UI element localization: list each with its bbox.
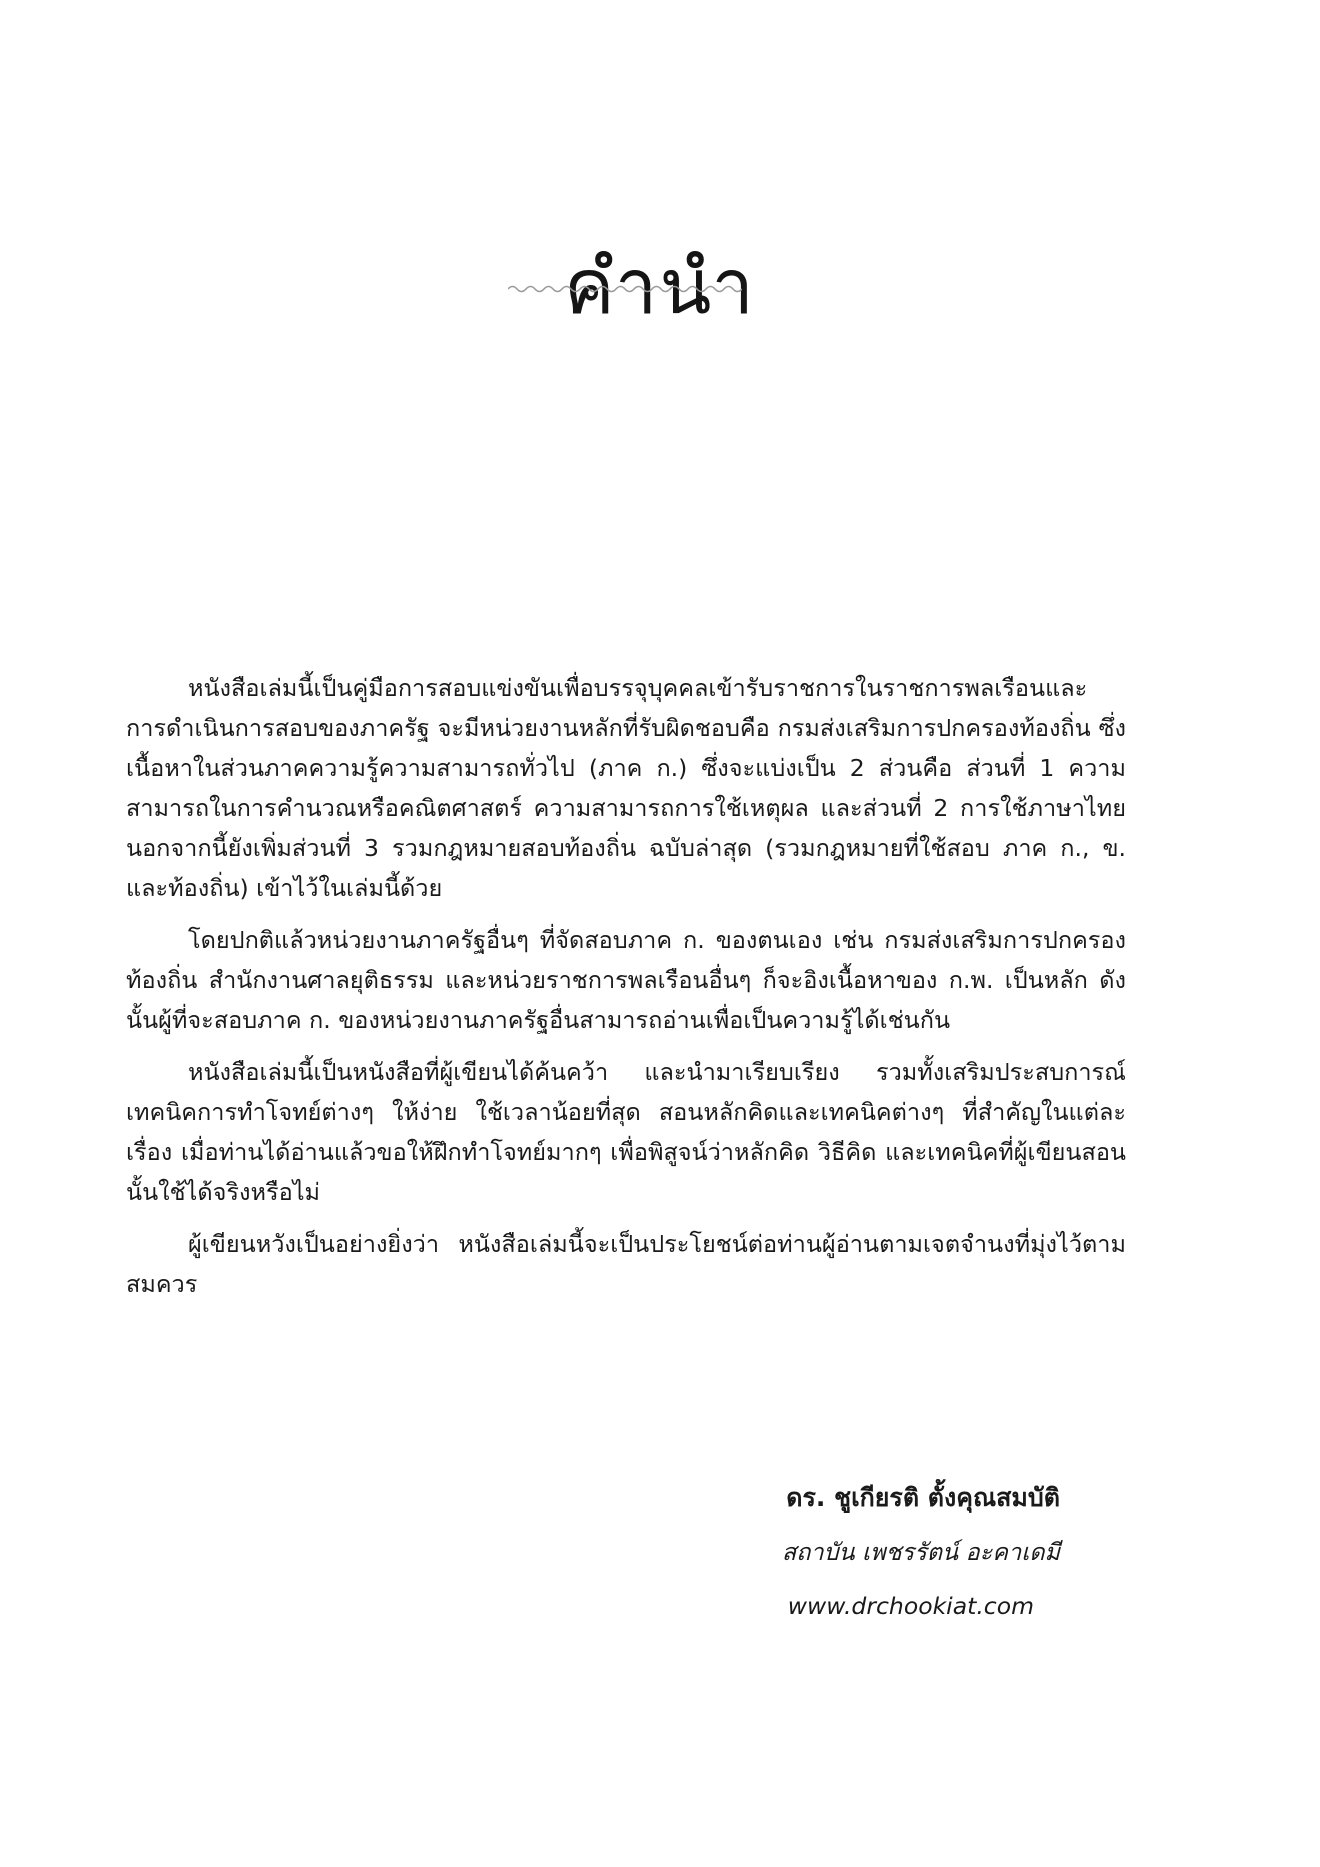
author-name: ดร. ชูเกียรติ ตั้งคุณสมบัติ [786, 1483, 1060, 1512]
paragraph-1: หนังสือเล่มนี้เป็นคู่มือการสอบแข่งขันเพื่อบรรจุบุคคลเข้ารับราชการในราชการพลเรือนและการดำเนินการสอบของภาครัฐ จะมีหน่วยงานหลักที่รับผิดชอบคือ กรมส่งเสริมการปกครองท้องถิ่น ซึ่งเนื้อหาในส่วนภาคความรู้ความสามารถทั่วไป (ภาค ก.) ซึ่งจะแบ่งเป็น 2 ส่วนคือ ส่วนที่ 1 ความสามารถในการคำนวณหรือคณิตศาสตร์ ความสามารถการใช้เหตุผล และส่วนที่ 2 การใช้ภาษาไทย นอกจากนี้ยังเพิ่มส่วนที่ 3 รวมกฎหมายสอบท้องถิ่น ฉบับล่าสุด (รวมกฎหมายที่ใช้สอบ ภาค ก., ข. และท้องถิ่น) เข้าไว้ในเล่มนี้ด้วย [126, 674, 1126, 902]
paragraph-2: โดยปกติแล้วหน่วยงานภาครัฐอื่นๆ ที่จัดสอบภาค ก. ของตนเอง เช่น กรมส่งเสริมการปกครองท้องถิ่น สำนักงานศาลยุติธรรม และหน่วยราชการพลเรือนอื่นๆ ก็จะอิงเนื้อหาของ ก.พ. เป็นหลัก ดังนั้นผู้ที่จะสอบภาค ก. ของหน่วยงานภาครัฐอื่นสามารถอ่านเพื่อเป็นความรู้ได้เช่นกัน [126, 926, 1126, 1034]
paragraph-3: หนังสือเล่มนี้เป็นหนังสือที่ผู้เขียนได้ค้นคว้า และนำมาเรียบเรียง รวมทั้งเสริมประสบการณ์เทคนิคการทำโจทย์ต่างๆ ให้ง่าย ใช้เวลาน้อยที่สุด สอนหลักคิดและเทคนิคต่างๆ ที่สำคัญในแต่ละเรื่อง เมื่อท่านได้อ่านแล้วขอให้ฝึกทำโจทย์มากๆ เพื่อพิสูจน์ว่าหลักคิด วิธีคิด และเทคนิคที่ผู้เขียนสอนนั้นใช้ได้จริงหรือไม่ [126, 1058, 1126, 1206]
author-organization: สถาบัน เพชรรัตน์ อะคาเดมี [781, 1538, 1060, 1566]
body-text [126, 668, 1126, 1316]
author-website: www.drchookiat.com [787, 1592, 1034, 1620]
page-title: คำนำ [563, 241, 757, 331]
signature-block [782, 1478, 1060, 1626]
wave-path [508, 287, 742, 292]
paragraph-4: ผู้เขียนหวังเป็นอย่างยิ่งว่า หนังสือเล่มนี้จะเป็นประโยชน์ต่อท่านผู้อ่านตามเจตจำนงที่มุ่งไว้ตามสมควร [126, 1230, 1126, 1298]
title-wave-underline [508, 282, 742, 296]
